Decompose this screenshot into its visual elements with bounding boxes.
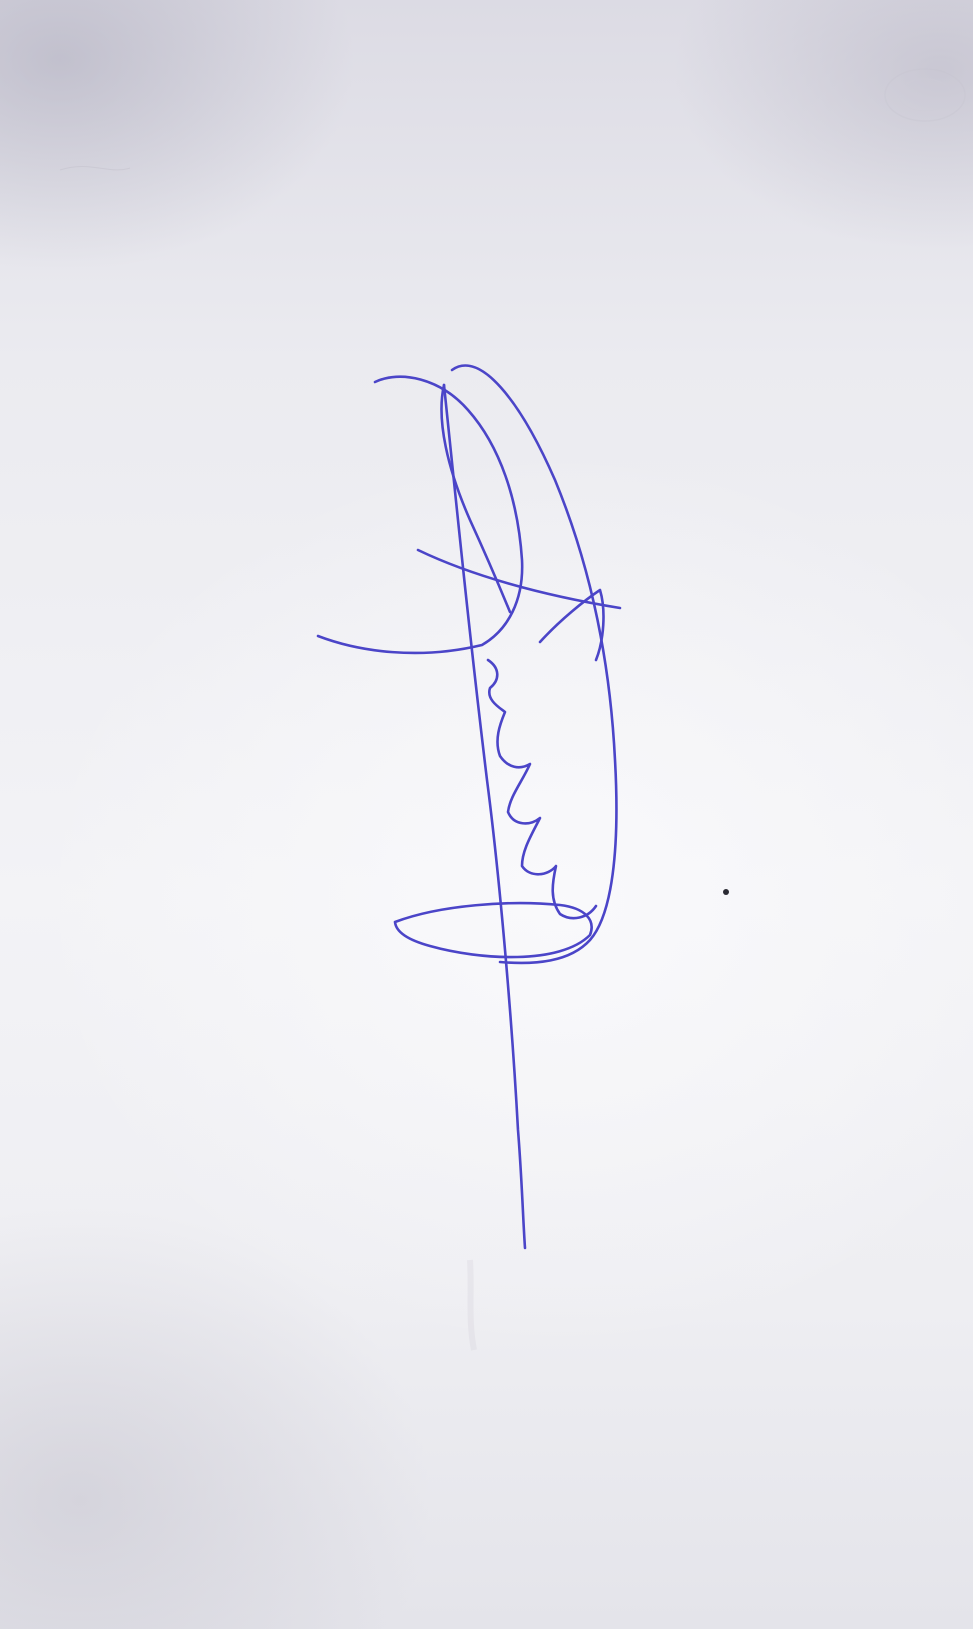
paper-texture [60, 69, 965, 1350]
signature-top-hook [318, 377, 522, 653]
ink-dot [723, 889, 729, 895]
signature-diagonal [418, 550, 620, 608]
signature-bottom-loop [395, 903, 592, 957]
signature-strokes [318, 366, 620, 1248]
signature-letters [488, 660, 596, 918]
signature-stem [444, 385, 525, 1248]
